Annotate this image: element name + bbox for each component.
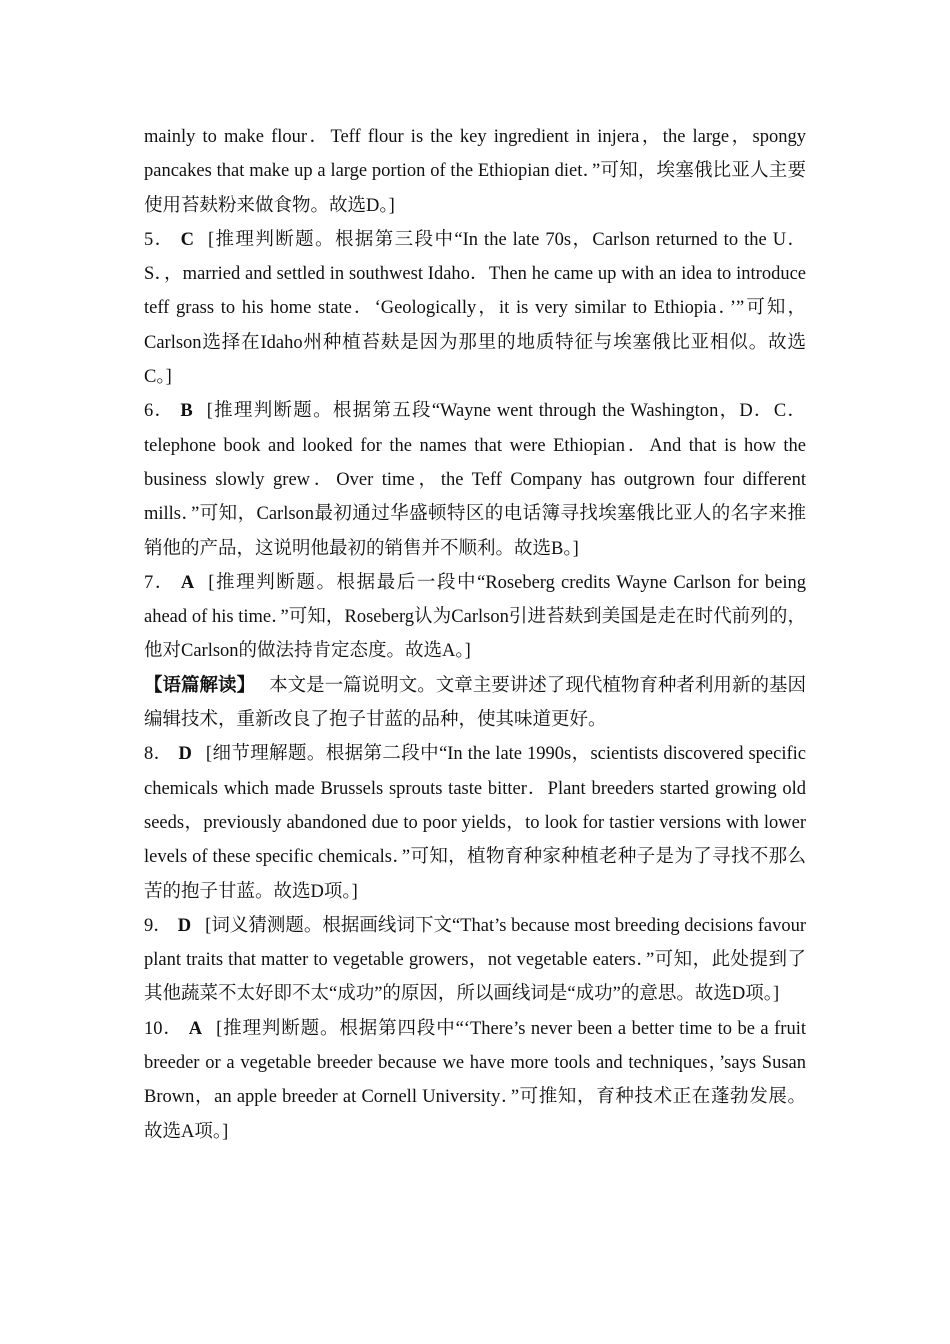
item-number: 10． <box>144 1018 183 1039</box>
section-label: 【语篇解读】 <box>144 675 256 696</box>
answer-item-9 <box>144 909 806 1012</box>
explanation-text: [细节理解题。根据第二段中“In the late 1990s，scientists discovered specific chemicals which made Brussels sprouts taste bitter．Plant breeders started growing old seeds，previously abandoned due to poor yields，to look for tastier versions with lower levels of these specific chemicals．”可知，植物育种家种植老种子是为了寻找不那么苦的抱子甘蓝。故选D项。] <box>144 744 806 902</box>
answer-letter: A <box>180 572 195 593</box>
item-number: 5． <box>144 229 175 250</box>
answer-item-7 <box>144 566 806 669</box>
item-number: 9． <box>144 915 172 936</box>
answer-item-10 <box>144 1012 806 1149</box>
item-number: 8． <box>144 744 173 765</box>
continuation-paragraph <box>144 120 806 223</box>
explanation-text: [推理判断题。根据第四段中“‘There’s never been a better time to be a fruit breeder or a vegetable breeder because we have more tools and techniques，’says Susan Brown，an apple breeder at Cornell University．”可推知，育种技术正在蓬勃发展。故选A项。] <box>144 1018 806 1142</box>
paragraph-text: mainly to make flour．Teff flour is the key ingredient in injera，the large，spongy pancakes that make up a large portion of the Ethiopian diet．”可知，埃塞俄比亚人主要使用苔麸粉来做食物。故选D。] <box>144 127 806 216</box>
item-number: 6． <box>144 401 175 422</box>
answer-letter: D <box>178 744 192 765</box>
item-number: 7． <box>144 572 175 593</box>
answer-letter: B <box>180 401 193 422</box>
explanation-text: [推理判断题。根据第三段中“In the late 70s，Carlson returned to the U．S．，married and settled in southwest Idaho．Then he came up with an idea to introduce teff grass to his home state．‘Geologically，it is very similar to Ethiopia．’”可知，Carlson选择在Idaho州种植苔麸是因为那里的地质特征与埃塞俄比亚相似。故选C。] <box>144 229 806 388</box>
answer-letter: C <box>180 229 194 250</box>
answer-item-6 <box>144 394 806 565</box>
answer-letter: D <box>177 915 192 936</box>
explanation-text: [词义猜测题。根据画线词下文“That’s because most breeding decisions favour plant traits that matter to vegetable growers，not vegetable eaters．”可知，此处提到了其他蔬菜不太好即不太“成功”的原因，所以画线词是“成功”的意思。故选D项。] <box>144 915 806 1005</box>
explanation-text: [推理判断题。根据最后一段中“Roseberg credits Wayne Carlson for being ahead of his time．”可知，Roseberg认为Carlson引进苔麸到美国是走在时代前列的，他对Carlson的做法持肯定态度。故选A。] <box>144 572 806 662</box>
passage-interpretation <box>144 669 806 738</box>
answer-item-8 <box>144 737 806 908</box>
answer-item-5 <box>144 223 806 394</box>
answer-letter: A <box>188 1018 203 1039</box>
document-page <box>144 120 806 1149</box>
explanation-text: [推理判断题。根据第五段“Wayne went through the Washington，D．C．telephone book and looked for the names that were Ethiopian．And that is how the business slowly grew．Over time，the Teff Company has outgrown four different mills．”可知，Carlson最初通过华盛顿特区的电话簿寻找埃塞俄比亚人的名字来推销他的产品，这说明他最初的销售并不顺利。故选B。] <box>144 401 806 559</box>
interpretation-text: 本文是一篇说明文。文章主要讲述了现代植物育种者利用新的基因编辑技术，重新改良了抱子甘蓝的品种，使其味道更好。 <box>144 675 806 731</box>
